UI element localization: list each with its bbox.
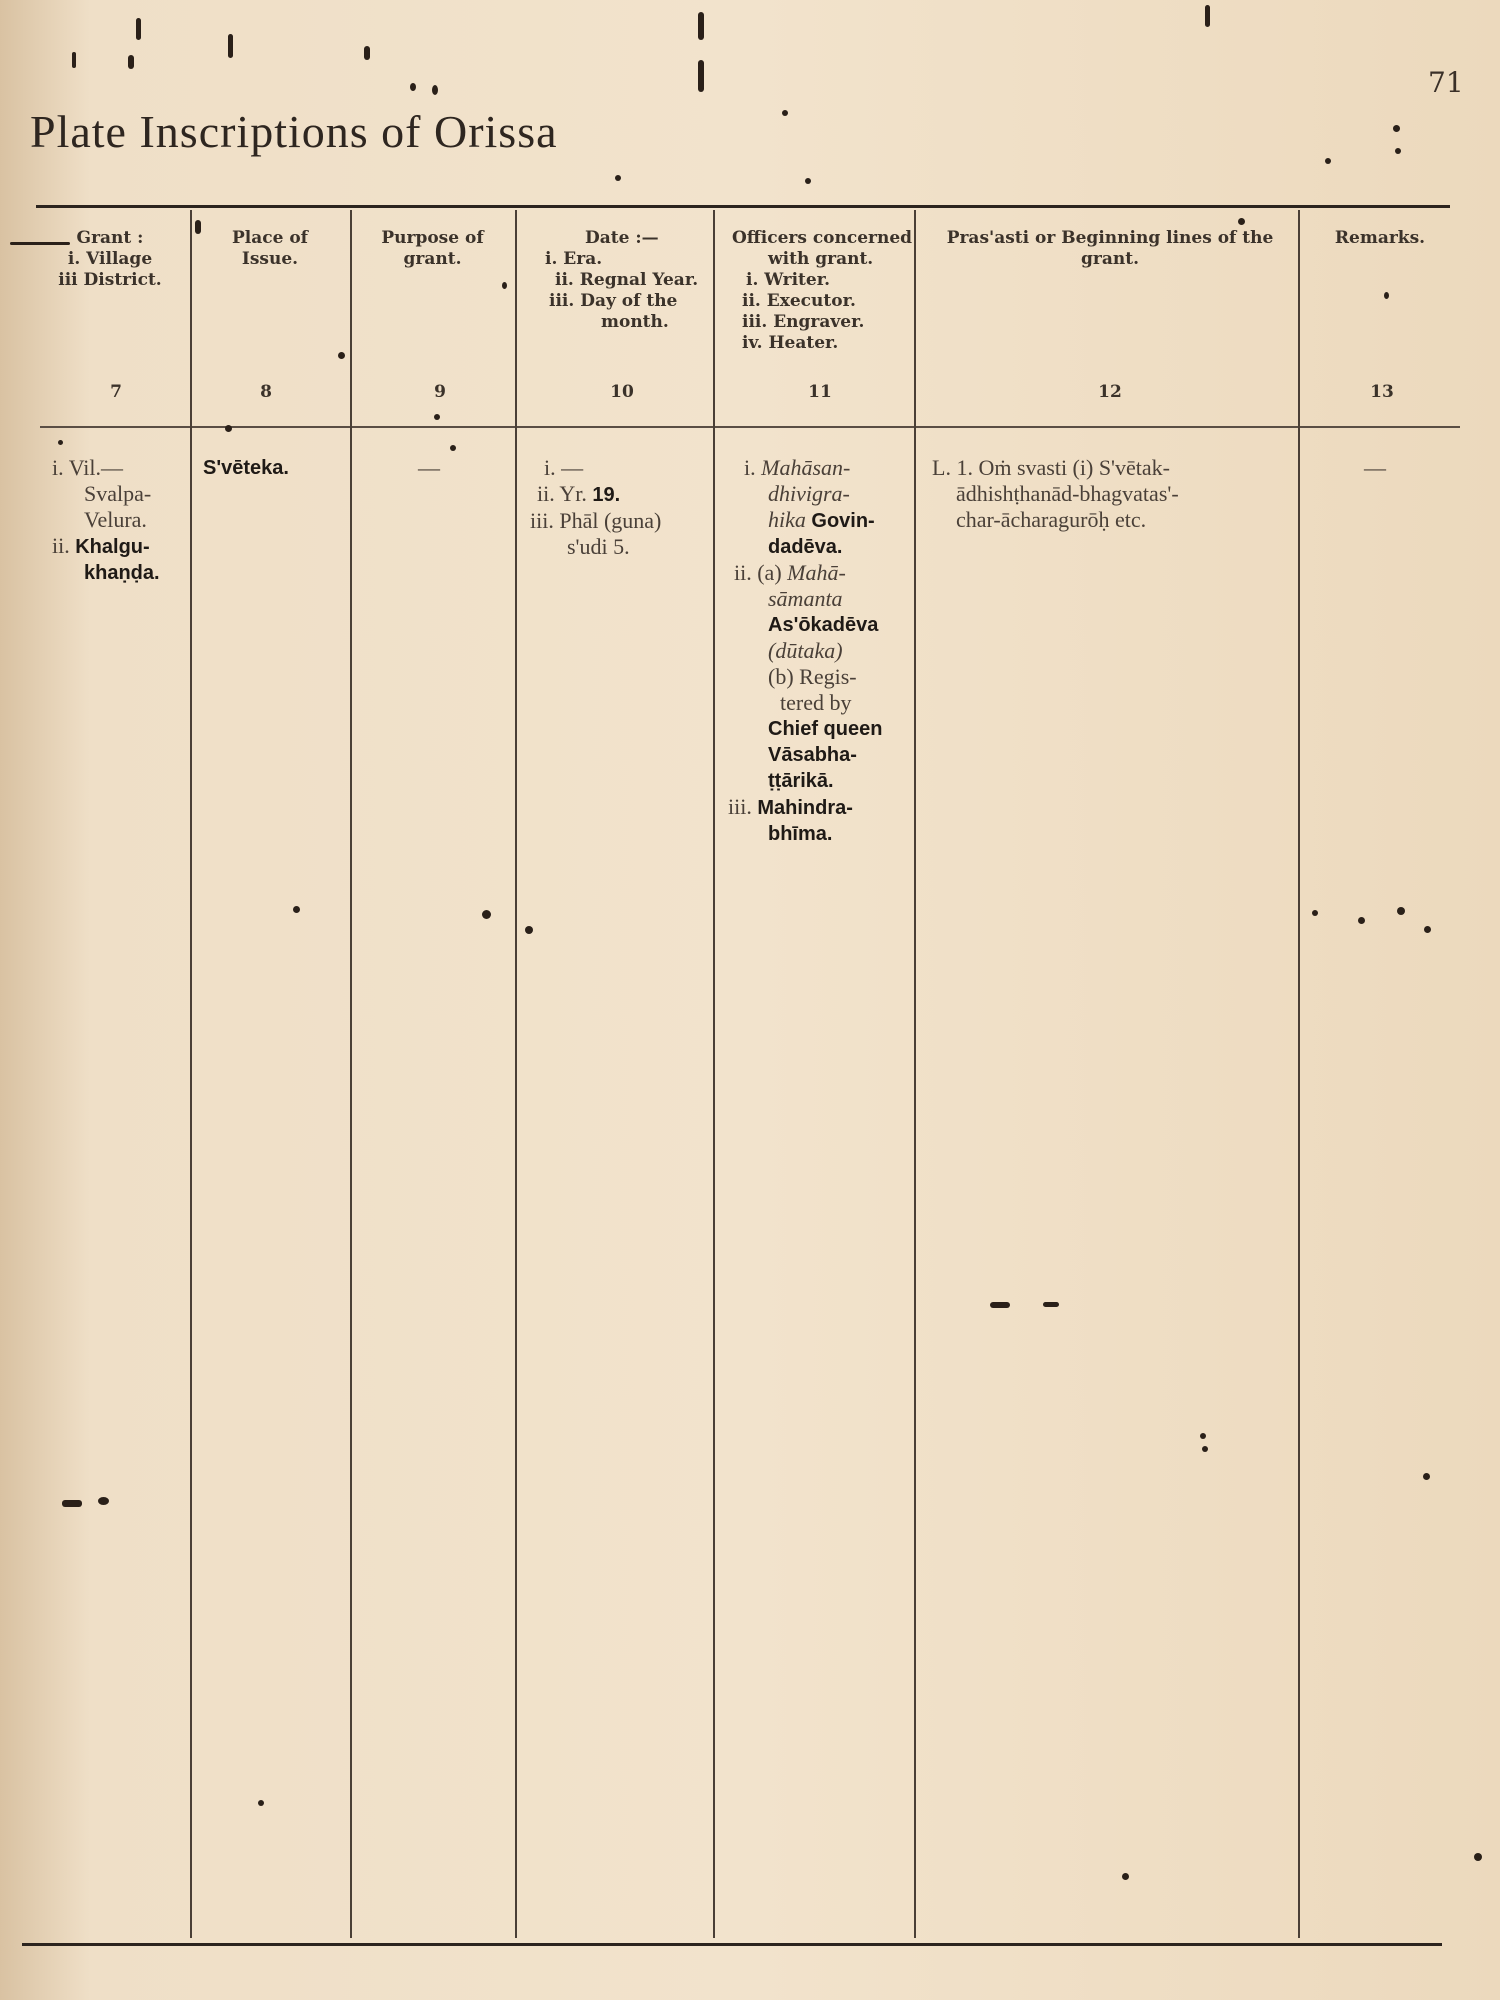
ink-speck (195, 220, 201, 234)
cell-date (530, 455, 710, 560)
prasasti-line: ādhishṭhanād-bhagvatas'- (956, 481, 1179, 506)
officer-name: ṭṭārikā. (768, 770, 834, 792)
cell-place (203, 455, 343, 481)
ink-speck (410, 83, 416, 91)
bottom-rule (22, 1943, 1442, 1946)
ink-speck (1312, 910, 1318, 916)
cell-line: (b) Regis- (768, 664, 857, 689)
column-number: 10 (610, 382, 634, 402)
district-name-cont: khaṇḍa. (84, 562, 160, 584)
ink-speck (58, 440, 63, 445)
header-rule (40, 426, 1460, 428)
header-prasasti (930, 228, 1290, 270)
column-number: 12 (1098, 382, 1122, 402)
ink-speck (1395, 148, 1401, 154)
header-line: Remarks. (1334, 228, 1426, 248)
roman-numeral: i. (744, 455, 756, 480)
page-number: 71 (1428, 66, 1464, 99)
header-line: Pras'asti or Beginning lines of the (946, 228, 1274, 248)
ink-speck (434, 414, 440, 420)
date-label: ii. Yr. (537, 481, 587, 506)
roman-numeral: i. (52, 455, 64, 480)
ink-speck (225, 425, 232, 432)
cell-text: Vil.— (68, 455, 124, 480)
header-line: Date :— (585, 228, 659, 248)
place-of-issue: S'vēteka. (203, 457, 289, 479)
ink-speck (782, 110, 788, 116)
officer-name: Mahindra- (757, 797, 853, 819)
ink-speck (698, 12, 704, 40)
purpose-value: — (418, 455, 440, 480)
column-number: 13 (1370, 382, 1394, 402)
ink-speck (1397, 907, 1405, 915)
header-line: grant. (403, 249, 462, 269)
column-number: 7 (110, 382, 122, 402)
cell-remarks (1364, 455, 1404, 481)
ink-speck (805, 178, 811, 184)
ink-speck (432, 85, 438, 95)
header-date (545, 228, 713, 333)
roman-numeral: ii. (734, 560, 752, 585)
officer-name: bhīma. (768, 823, 833, 845)
header-line: Grant : (76, 228, 144, 248)
prasasti-line: char-ācharagurōḥ etc. (956, 507, 1147, 532)
header-line: with grant. (768, 249, 874, 269)
remarks-value: — (1364, 455, 1386, 480)
roman-numeral: ii. (52, 533, 70, 558)
roman-numeral: iii. (728, 794, 752, 819)
ink-speck (62, 1500, 82, 1507)
prasasti-line: L. 1. Oṁ svasti (i) S'vētak- (932, 455, 1170, 480)
ink-speck (482, 910, 491, 919)
header-line: month. (601, 312, 669, 332)
ink-speck (258, 1800, 264, 1806)
ink-speck (1424, 926, 1431, 933)
officer-name: Govin- (811, 510, 875, 532)
cell-line: Svalpa- (84, 481, 152, 506)
cell-purpose (418, 455, 478, 481)
top-rule (36, 205, 1450, 208)
ink-speck (990, 1302, 1010, 1308)
page-title: Plate Inscriptions of Orissa (30, 106, 558, 157)
officer-name: dadēva. (768, 536, 843, 558)
column-divider (350, 210, 352, 1938)
header-line: ii. Regnal Year. (555, 270, 699, 290)
ink-speck (698, 60, 704, 92)
column-number: 8 (260, 382, 272, 402)
ink-speck (615, 175, 621, 181)
ink-speck (1358, 917, 1365, 924)
header-line: Officers concerned (732, 228, 913, 248)
date-era: i. — (544, 455, 584, 480)
cell-line (728, 560, 913, 586)
ink-speck (1205, 5, 1210, 27)
officer-title: dhivigra- (768, 481, 850, 506)
header-line: iii District. (58, 270, 162, 290)
ink-speck (1474, 1853, 1482, 1861)
ink-speck (525, 926, 533, 934)
regnal-year-value: 19. (592, 484, 621, 506)
date-day: iii. Phāl (guna) (530, 508, 662, 533)
header-officers (732, 228, 912, 354)
ink-speck (1393, 125, 1400, 132)
header-line: iv. Heater. (742, 333, 839, 353)
ink-speck (1202, 1446, 1208, 1452)
district-name: Khalgu- (75, 536, 150, 558)
officer-name: Vāsabha- (768, 744, 857, 766)
column-number: 9 (434, 382, 446, 402)
cell-grant (52, 455, 188, 586)
header-line: i. Writer. (746, 270, 831, 290)
cell-line: tered by (780, 690, 852, 715)
sub-label: (a) (757, 560, 782, 585)
column-number: 11 (808, 382, 832, 402)
header-line: i. Era. (545, 249, 603, 269)
column-divider (190, 210, 192, 1938)
officer-role: (dūtaka) (768, 638, 843, 663)
date-day-cont: s'udi 5. (567, 534, 630, 559)
header-grant (30, 228, 190, 291)
header-line: iii. Engraver. (742, 312, 865, 332)
ink-speck (1325, 158, 1331, 164)
ink-speck (1043, 1302, 1059, 1307)
ink-speck (10, 242, 70, 245)
ink-speck (502, 282, 507, 289)
ink-speck (450, 445, 456, 451)
header-line: grant. (1081, 249, 1139, 269)
cell-line (728, 455, 913, 481)
column-divider (914, 210, 916, 1938)
header-line: ii. Executor. (742, 291, 856, 311)
cell-line (52, 455, 188, 481)
cell-line (728, 507, 913, 534)
ink-speck (136, 18, 141, 40)
officer-title: Mahā- (787, 560, 846, 585)
column-divider (713, 210, 715, 1938)
header-line: Purpose of (381, 228, 484, 248)
ink-speck (1200, 1433, 1206, 1439)
officer-name: As'ōkadēva (768, 614, 879, 636)
date-regnal-year (530, 481, 710, 508)
ink-speck (293, 906, 300, 913)
officer-name: Chief queen (768, 718, 883, 740)
cell-officers (728, 455, 913, 847)
header-line: i. Village (67, 249, 153, 269)
header-line: Issue. (241, 249, 299, 269)
column-divider (515, 210, 517, 1938)
ink-speck (1384, 292, 1389, 299)
ink-speck (1122, 1873, 1129, 1880)
header-remarks (1305, 228, 1455, 249)
cell-line: Velura. (84, 507, 147, 532)
cell-line (728, 794, 913, 821)
ink-speck (1423, 1473, 1430, 1480)
cell-prasasti (932, 455, 1292, 533)
ink-speck (364, 46, 370, 60)
column-divider (1298, 210, 1300, 1938)
ink-speck (338, 352, 345, 359)
header-purpose (355, 228, 510, 270)
ink-speck (1238, 218, 1245, 225)
ink-speck (228, 34, 233, 58)
cell-line (52, 533, 188, 560)
officer-title: hika (768, 507, 806, 532)
header-line: Place of (232, 228, 308, 248)
officer-title: sāmanta (768, 586, 843, 611)
header-line: iii. Day of the (549, 291, 678, 311)
ink-speck (72, 52, 76, 68)
officer-title: Mahāsan- (761, 455, 851, 480)
ink-speck (128, 55, 134, 69)
header-place (195, 228, 345, 270)
ink-speck (98, 1497, 109, 1505)
